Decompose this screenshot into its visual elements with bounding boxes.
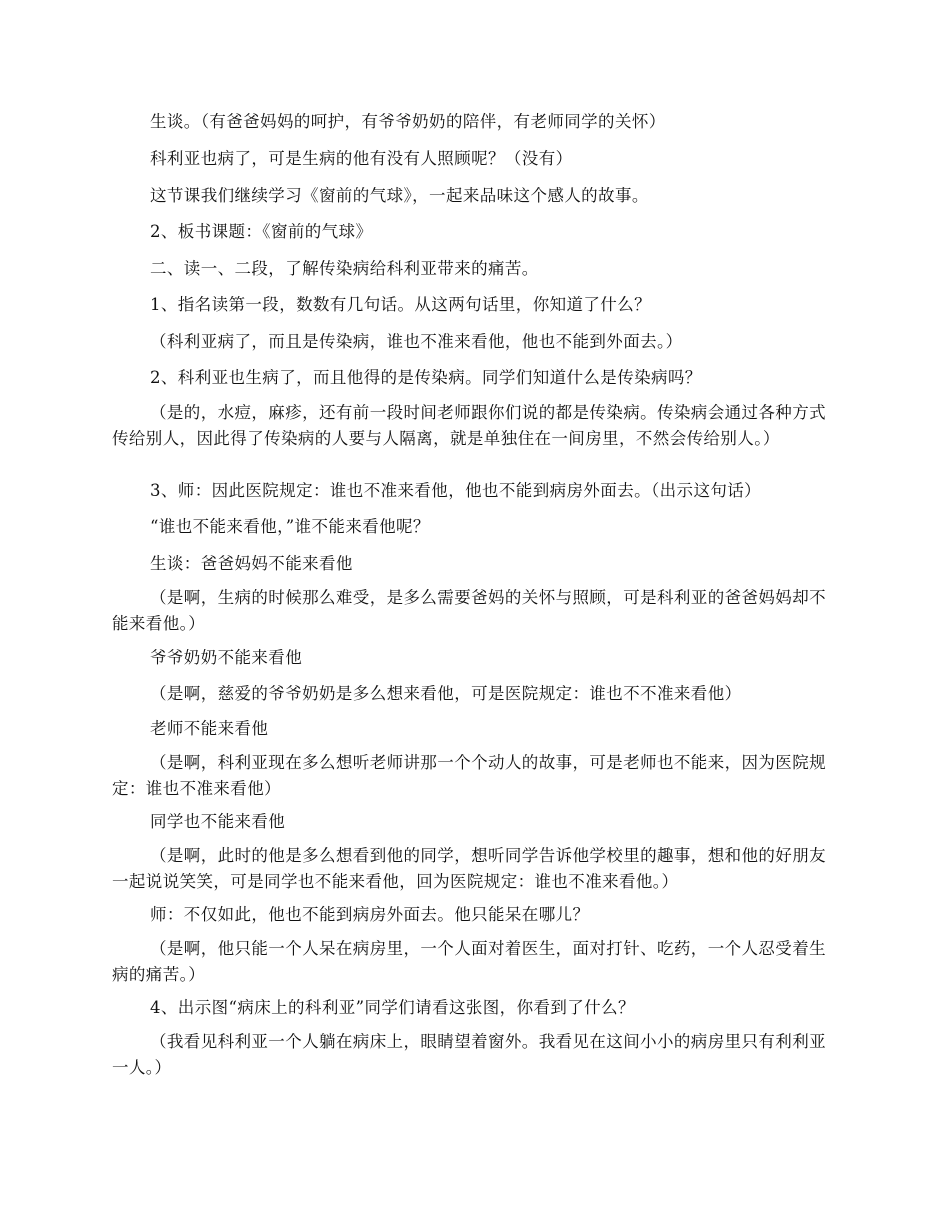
paragraph: 师：不仅如此，他也不能到病房外面去。他只能呆在哪儿？ bbox=[150, 905, 590, 924]
paragraph: 生谈：爸爸妈妈不能来看他 bbox=[150, 554, 353, 573]
paragraph: 4、出示图“病床上的科利亚”同学们请看这张图，你看到了什么？ bbox=[150, 998, 635, 1017]
paragraph: “谁也不能来看他，”谁不能来看他呢？ bbox=[150, 517, 430, 536]
paragraph: 生谈。（有爸爸妈妈的呵护，有爷爷奶奶的陪伴，有老师同学的关怀） bbox=[150, 112, 666, 131]
paragraph: （科利亚病了，而且是传染病，谁也不准来看他，他也不能到外面去。） bbox=[150, 332, 683, 351]
paragraph: （是啊，生病的时候那么难受，是多么需要爸妈的关怀与照顾，可是科利亚的爸爸妈妈却不能来看他。） bbox=[112, 588, 826, 633]
paragraph: （是啊，慈爱的爷爷奶奶是多么想来看他，可是医院规定：谁也不不准来看他） bbox=[150, 684, 742, 703]
paragraph: 2、板书课题：《窗前的气球》 bbox=[150, 222, 373, 241]
paragraph: （我看见科利亚一个人躺在病床上，眼睛望着窗外。我看见在这间小小的病房里只有利利亚一人。） bbox=[112, 1032, 826, 1077]
paragraph: 3、师：因此医院规定：谁也不准来看他，他也不能到病房外面去。（出示这句话） bbox=[150, 481, 762, 500]
paragraph: 爷爷奶奶不能来看他 bbox=[150, 648, 303, 667]
paragraph: 2、科利亚也生病了，而且他得的是传染病。同学们知道什么是传染病吗？ bbox=[150, 368, 702, 387]
paragraph: 同学也不能来看他 bbox=[150, 812, 286, 831]
paragraph: （是的，水痘，麻疹，还有前一段时间老师跟你们说的都是传染病。传染病会通过各种方式传给别人，因此得了传染病的人要与人隔离，就是单独住在一间房里，不然会传给别人。） bbox=[112, 403, 826, 448]
paragraph: 这节课我们继续学习《窗前的气球》，一起来品味这个感人的故事。 bbox=[150, 186, 649, 205]
paragraph: （是啊，他只能一个人呆在病房里，一个人面对着医生，面对打针、吃药，一个人忍受着生病的痛苦。） bbox=[112, 939, 826, 984]
paragraph: （是啊，此时的他是多么想看到他的同学，想听同学告诉他学校里的趣事，想和他的好朋友一起说说笑笑，可是同学也不能来看他，回为医院规定：谁也不准来看他。） bbox=[112, 846, 826, 891]
paragraph: （是啊，科利亚现在多么想听老师讲那一个个动人的故事，可是老师也不能来，因为医院规定：谁也不准来看他） bbox=[112, 753, 826, 798]
paragraph: 老师不能来看他 bbox=[150, 719, 269, 738]
paragraph: 科利亚也病了，可是生病的他有没有人照顾呢？（没有） bbox=[150, 149, 573, 168]
paragraph: 二、读一、二段，了解传染病给科利亚带来的痛苦。 bbox=[150, 259, 539, 278]
paragraph: 1、指名读第一段，数数有几句话。从这两句话里，你知道了什么？ bbox=[150, 295, 651, 314]
